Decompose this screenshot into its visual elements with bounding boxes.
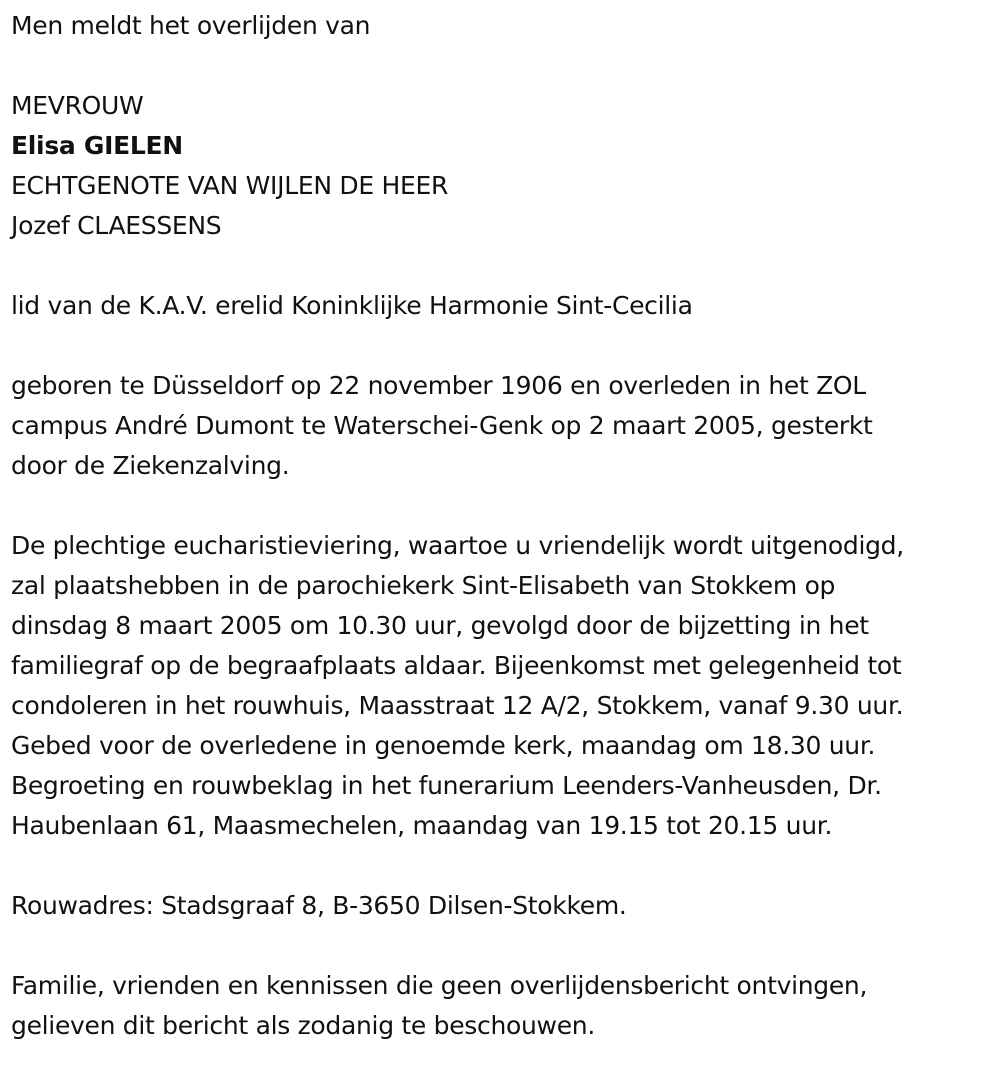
birth-death-paragraph bbox=[11, 366, 991, 486]
paragraph-line: campus André Dumont te Waterschei-Genk op 2 maart 2005, gesterkt bbox=[11, 411, 873, 440]
membership-line: lid van de K.A.V. erelid Koninklijke Harmonie Sint-Cecilia bbox=[11, 291, 693, 320]
paragraph-line: Haubenlaan 61, Maasmechelen, maandag van 19.15 tot 20.15 uur. bbox=[11, 811, 833, 840]
title-prefix: MEVROUW bbox=[11, 91, 144, 120]
ceremony-paragraph bbox=[11, 526, 991, 846]
paragraph-line: door de Ziekenzalving. bbox=[11, 451, 290, 480]
spacer bbox=[11, 486, 991, 526]
spouse-label: ECHTGENOTE VAN WIJLEN DE HEER bbox=[11, 171, 449, 200]
paragraph-line: Gebed voor de overledene in genoemde kerk, maandag om 18.30 uur. bbox=[11, 731, 876, 760]
paragraph-line: gelieven dit bericht als zodanig te beschouwen. bbox=[11, 1011, 595, 1040]
paragraph-line: zal plaatshebben in de parochiekerk Sint-Elisabeth van Stokkem op bbox=[11, 571, 836, 600]
spouse-name: Jozef CLAESSENS bbox=[11, 211, 222, 240]
paragraph-line: condoleren in het rouwhuis, Maasstraat 12 A/2, Stokkem, vanaf 9.30 uur. bbox=[11, 691, 904, 720]
paragraph-line: Begroeting en rouwbeklag in het funerarium Leenders-Vanheusden, Dr. bbox=[11, 771, 882, 800]
paragraph-line: familiegraf op de begraafplaats aldaar. Bijeenkomst met gelegenheid tot bbox=[11, 651, 902, 680]
spacer bbox=[11, 246, 991, 286]
obituary-notice bbox=[11, 6, 991, 1046]
spacer bbox=[11, 846, 991, 886]
intro-line: Men meldt het overlijden van bbox=[11, 11, 371, 40]
spacer bbox=[11, 326, 991, 366]
mourning-address: Rouwadres: Stadsgraaf 8, B-3650 Dilsen-Stokkem. bbox=[11, 891, 627, 920]
spacer bbox=[11, 46, 991, 86]
paragraph-line: dinsdag 8 maart 2005 om 10.30 uur, gevolgd door de bijzetting in het bbox=[11, 611, 869, 640]
spacer bbox=[11, 926, 991, 966]
paragraph-line: Familie, vrienden en kennissen die geen overlijdensbericht ontvingen, bbox=[11, 971, 868, 1000]
paragraph-line: geboren te Düsseldorf op 22 november 1906 en overleden in het ZOL bbox=[11, 371, 866, 400]
deceased-name: Elisa GIELEN bbox=[11, 131, 183, 160]
closing-paragraph bbox=[11, 966, 991, 1046]
paragraph-line: De plechtige eucharistieviering, waartoe u vriendelijk wordt uitgenodigd, bbox=[11, 531, 904, 560]
